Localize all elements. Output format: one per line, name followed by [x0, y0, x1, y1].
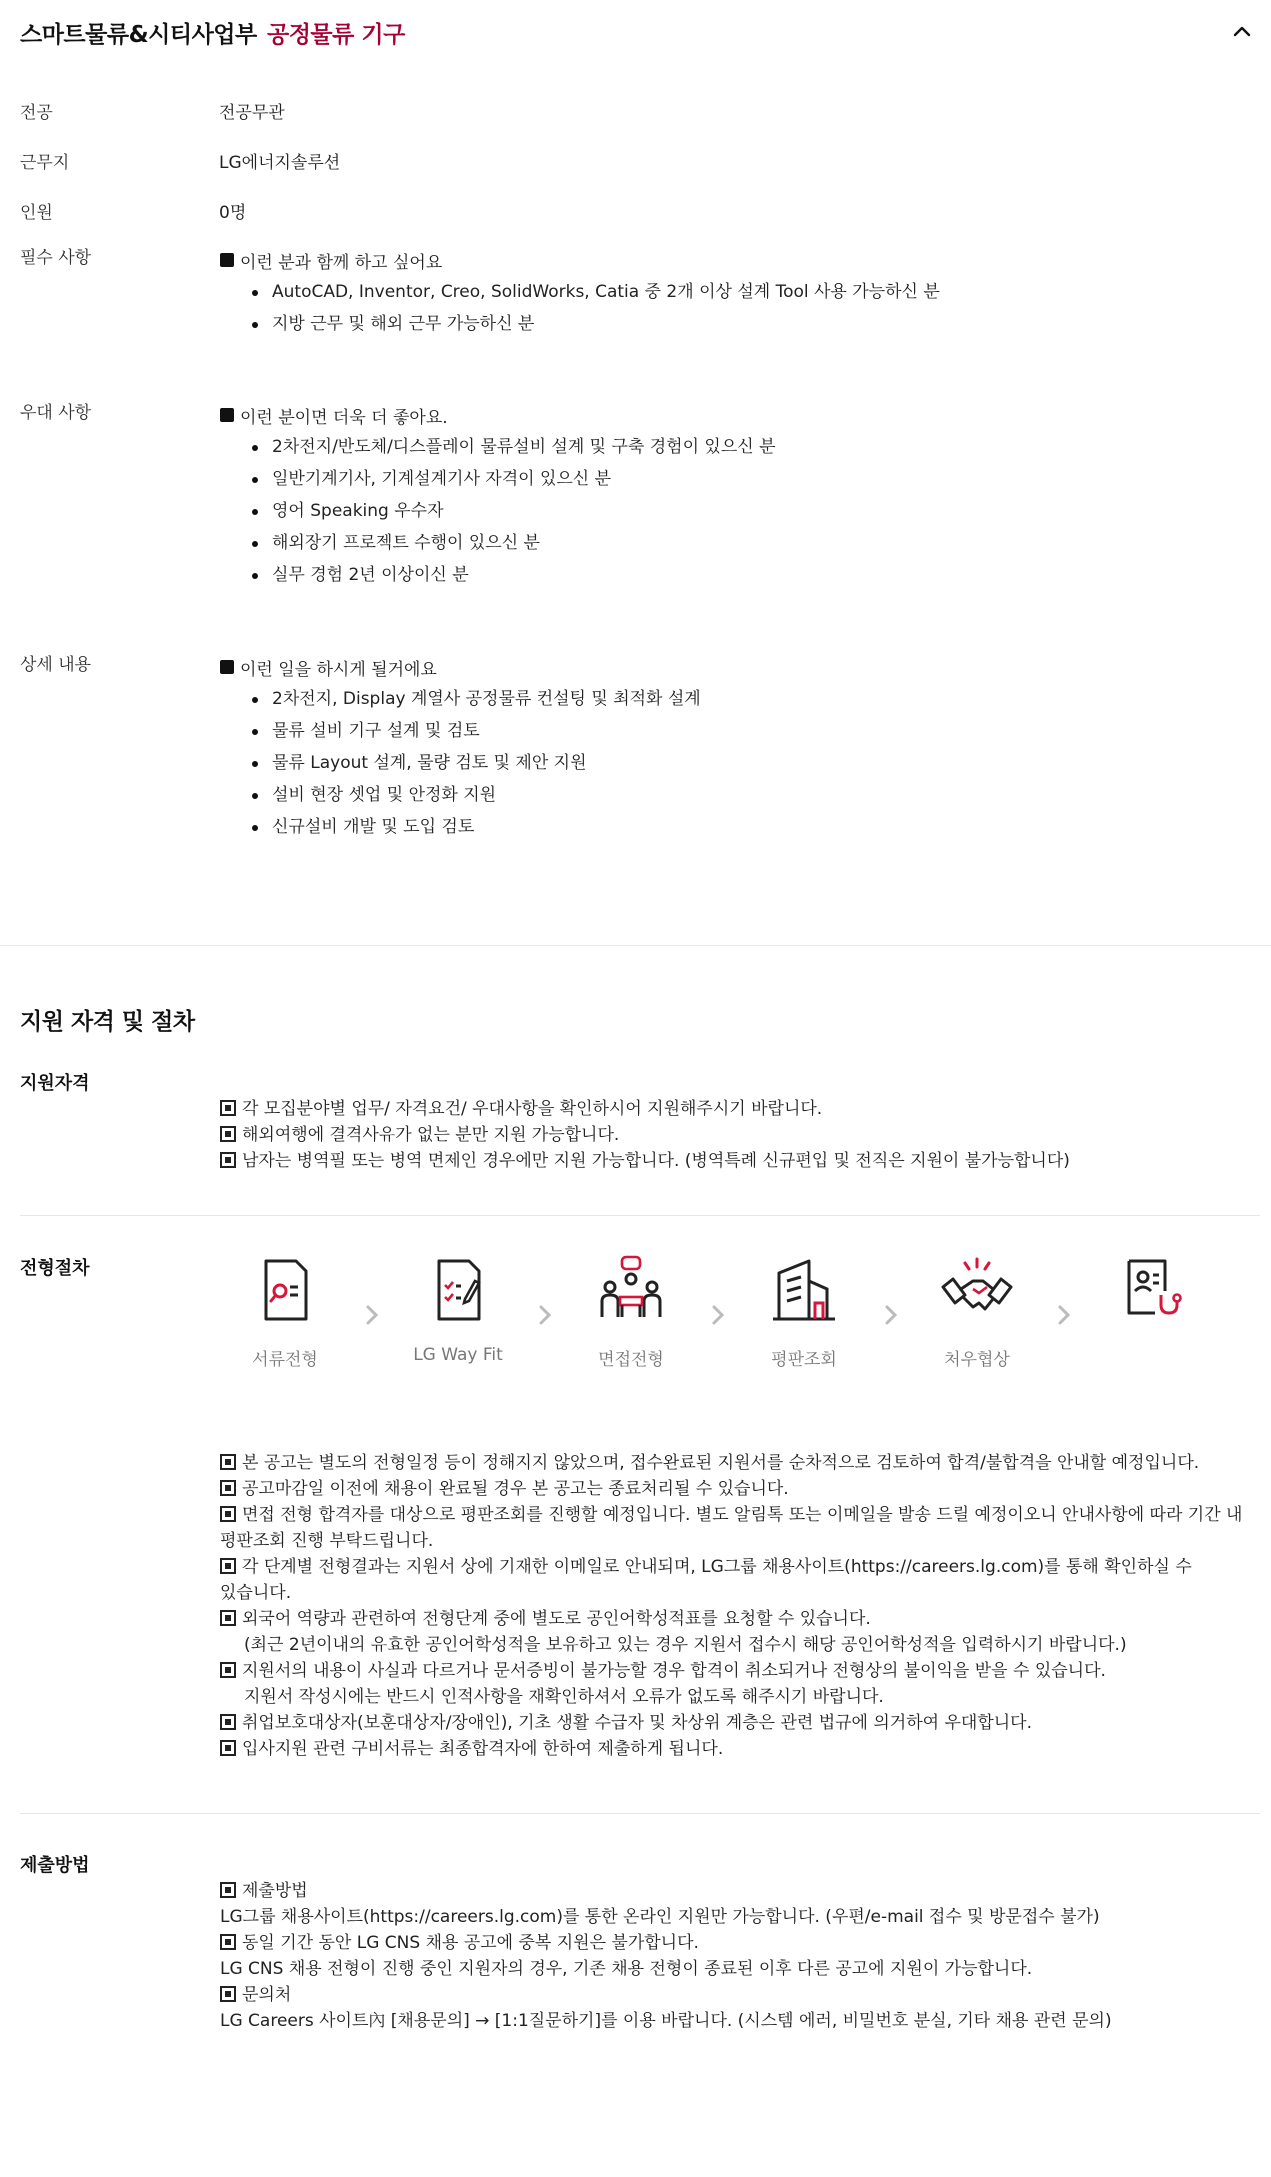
list-item: 지방 근무 및 해외 근무 가능하신 분: [272, 313, 940, 345]
checklist-pen-icon: [393, 1255, 523, 1325]
note-line: 남자는 병역필 또는 병역 면제인 경우에만 지원 가능합니다. (병역특례 신규편입 및 전직은 지원이 불가능합니다): [220, 1148, 1260, 1174]
checkbox-bullet-icon: [220, 1126, 236, 1142]
chevron-right-icon: [881, 1303, 901, 1327]
preferred-heading: 이런 분이면 더욱 더 좋아요.: [240, 407, 448, 428]
checkbox-bullet-icon: [220, 1740, 236, 1756]
note-line: 입사지원 관련 구비서류는 최종합격자에 한하여 제출하게 됩니다.: [220, 1736, 1260, 1762]
checkbox-bullet-icon: [220, 1480, 236, 1496]
submission-title: 제출방법: [20, 1855, 90, 1876]
checkbox-bullet-icon: [220, 1662, 236, 1678]
note-line: 평판조회 진행 부탁드립니다.: [220, 1531, 434, 1551]
preferred-label: 우대 사항: [20, 403, 92, 423]
process-steps: [220, 1255, 1220, 1375]
handshake-icon: [912, 1255, 1042, 1325]
note-line: 지원서 작성시에는 반드시 인적사항을 재확인하셔서 오류가 없도록 해주시기 바랍니다.: [244, 1687, 884, 1707]
list-item: 실무 경험 2년 이상이신 분: [272, 564, 776, 596]
note-line: LG Careers 사이트內 [채용문의] → [1:1질문하기]를 이용 바랍니다. (시스템 에러, 비밀번호 분실, 기타 채용 관련 문의): [220, 2011, 1112, 2031]
step-label: 서류전형: [252, 1350, 318, 1370]
list-item: 설비 현장 셋업 및 안정화 지원: [272, 784, 701, 816]
note-line: 외국어 역량과 관련하여 전형단계 중에 별도로 공인어학성적표를 요청할 수 있습니다.: [220, 1606, 1260, 1632]
job-header[interactable]: [20, 12, 1260, 48]
note-line: 면접 전형 합격자를 대상으로 평판조회를 진행할 예정입니다. 별도 알림톡 또는 이메일을 발송 드릴 예정이오니 안내사항에 따라 기간 내: [220, 1502, 1260, 1528]
process-step: [739, 1255, 869, 1370]
document-search-icon: [220, 1255, 350, 1325]
list-item: 2차전지, Display 계열사 공정물류 컨설팅 및 최적화 설계: [272, 688, 701, 720]
checkbox-bullet-icon: [220, 1454, 236, 1470]
step-label: 평판조회: [771, 1350, 837, 1370]
note-line: 지원서의 내용이 사실과 다르거나 문서증빙이 불가능할 경우 합격이 취소되거나 전형상의 불이익을 받을 수 있습니다.: [220, 1658, 1260, 1684]
department-name: 스마트물류&시티사업부: [20, 22, 257, 48]
chevron-right-icon: [1054, 1303, 1074, 1327]
square-bullet-icon: [220, 660, 234, 674]
process-step: [393, 1255, 523, 1365]
list-item: 일반기계기사, 기계설계기사 자격이 있으신 분: [272, 468, 776, 500]
chevron-up-icon[interactable]: [1224, 14, 1260, 50]
note-line: 각 단계별 전형결과는 지원서 상에 기재한 이메일로 안내되며, LG그룹 채용사이트(https://careers.lg.com)를 통해 확인하실 수: [220, 1554, 1260, 1580]
preferred-block: [220, 404, 776, 596]
checkbox-bullet-icon: [220, 1986, 236, 2002]
process-step: [1085, 1255, 1215, 1345]
checkbox-bullet-icon: [220, 1152, 236, 1168]
section-divider: [0, 945, 1271, 946]
note-line: 공고마감일 이전에 채용이 완료될 경우 본 공고는 종료처리될 수 있습니다.: [220, 1476, 1260, 1502]
required-label: 필수 사항: [20, 248, 92, 268]
details-label: 상세 내용: [20, 655, 92, 675]
sub-divider: [20, 1215, 1260, 1216]
checkbox-bullet-icon: [220, 1558, 236, 1574]
medical-checkup-icon: [1085, 1255, 1215, 1325]
sub-divider: [20, 1813, 1260, 1814]
details-block: [220, 656, 701, 848]
list-item: 2차전지/반도체/디스플레이 물류설비 설계 및 구축 경험이 있으신 분: [272, 436, 776, 468]
process-step: [566, 1255, 696, 1370]
process-step: [220, 1255, 350, 1370]
note-line: (최근 2년이내의 유효한 공인어학성적을 보유하고 있는 경우 지원서 접수시 해당 공인어학성적을 입력하시기 바랍니다.): [244, 1635, 1127, 1655]
job-role-title: 공정물류 기구: [267, 22, 405, 48]
list-item: 물류 Layout 설계, 물량 검토 및 제안 지원: [272, 752, 701, 784]
note-line: 있습니다.: [220, 1583, 292, 1603]
headcount-value: 0명: [219, 203, 247, 223]
required-heading: 이런 분과 함께 하고 싶어요: [240, 252, 443, 273]
checkbox-bullet-icon: [220, 1100, 236, 1116]
process-notes: [220, 1450, 1260, 1762]
note-line: 본 공고는 별도의 전형일정 등이 정해지지 않았으며, 접수완료된 지원서를 순차적으로 검토하여 합격/불합격을 안내할 예정입니다.: [220, 1450, 1260, 1476]
note-line: 제출방법: [220, 1878, 1260, 1904]
process-title: 전형절차: [20, 1258, 90, 1279]
step-label: LG Way Fit: [413, 1345, 503, 1365]
step-label: 면접전형: [598, 1350, 664, 1370]
eligibility-notes: [220, 1096, 1260, 1174]
interview-icon: [566, 1255, 696, 1325]
location-label: 근무지: [20, 153, 70, 173]
required-block: [220, 249, 940, 345]
checkbox-bullet-icon: [220, 1714, 236, 1730]
checkbox-bullet-icon: [220, 1882, 236, 1898]
major-value: 전공무관: [219, 103, 285, 123]
list-item: 영어 Speaking 우수자: [272, 500, 776, 532]
location-value: LG에너지솔루션: [219, 153, 341, 173]
checkbox-bullet-icon: [220, 1506, 236, 1522]
list-item: 해외장기 프로젝트 수행이 있으신 분: [272, 532, 776, 564]
building-icon: [739, 1255, 869, 1325]
list-item: AutoCAD, Inventor, Creo, SolidWorks, Catia 중 2개 이상 설계 Tool 사용 가능하신 분: [272, 281, 940, 313]
step-label: 처우협상: [944, 1350, 1010, 1370]
note-line: 동일 기간 동안 LG CNS 채용 공고에 중복 지원은 불가합니다.: [220, 1930, 1260, 1956]
section-title: 지원 자격 및 절차: [20, 1009, 195, 1035]
note-line: 각 모집분야별 업무/ 자격요건/ 우대사항을 확인하시어 지원해주시기 바랍니다.: [220, 1096, 1260, 1122]
square-bullet-icon: [220, 253, 234, 267]
submission-notes: [220, 1878, 1260, 2034]
note-line: LG그룹 채용사이트(https://careers.lg.com)를 통한 온라인 지원만 가능합니다. (우편/e-mail 접수 및 방문접수 불가): [220, 1907, 1100, 1927]
headcount-label: 인원: [20, 203, 53, 223]
details-heading: 이런 일을 하시게 될거에요: [240, 659, 437, 680]
process-step: [912, 1255, 1042, 1370]
chevron-right-icon: [362, 1303, 382, 1327]
square-bullet-icon: [220, 408, 234, 422]
note-line: 문의처: [220, 1982, 1260, 2008]
chevron-right-icon: [708, 1303, 728, 1327]
checkbox-bullet-icon: [220, 1934, 236, 1950]
list-item: 물류 설비 기구 설계 및 검토: [272, 720, 701, 752]
note-line: 해외여행에 결격사유가 없는 분만 지원 가능합니다.: [220, 1122, 1260, 1148]
list-item: 신규설비 개발 및 도입 검토: [272, 816, 701, 848]
eligibility-title: 지원자격: [20, 1073, 90, 1094]
note-line: LG CNS 채용 전형이 진행 중인 지원자의 경우, 기존 채용 전형이 종료된 이후 다른 공고에 지원이 가능합니다.: [220, 1959, 1033, 1979]
note-line: 취업보호대상자(보훈대상자/장애인), 기초 생활 수급자 및 차상위 계층은 관련 법규에 의거하여 우대합니다.: [220, 1710, 1260, 1736]
major-label: 전공: [20, 103, 53, 123]
checkbox-bullet-icon: [220, 1610, 236, 1626]
chevron-right-icon: [535, 1303, 555, 1327]
